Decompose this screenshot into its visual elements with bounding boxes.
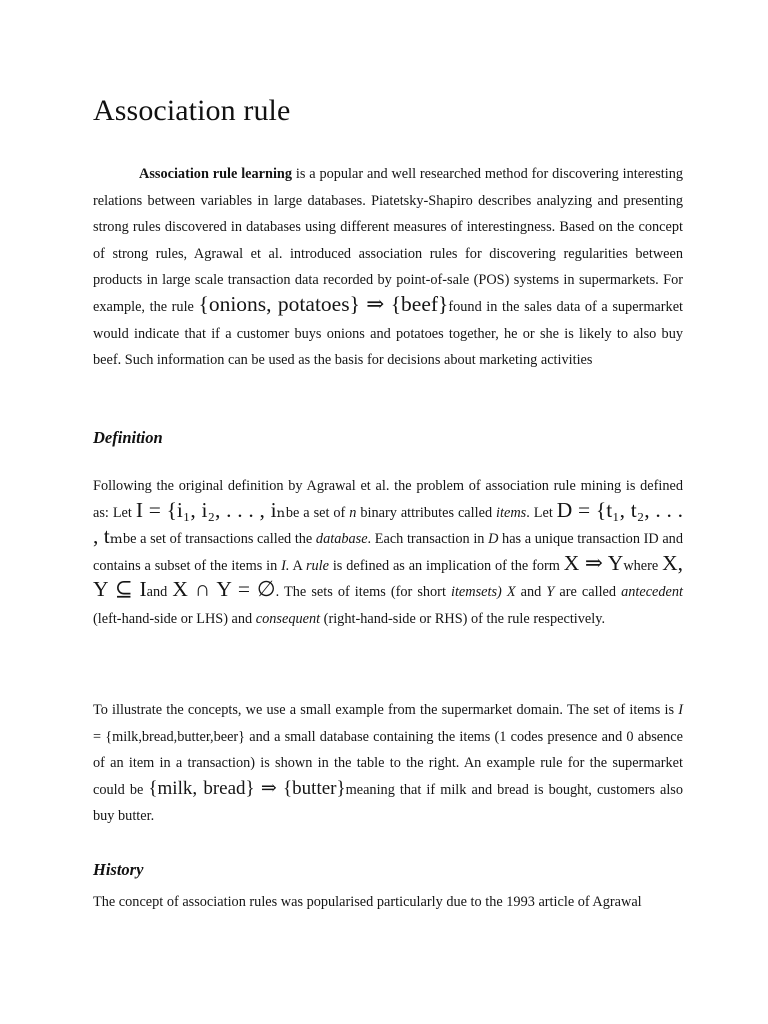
- definition-text: . Each transaction in: [367, 531, 489, 548]
- subset-formula: X, Y ⊆ I: [93, 550, 683, 602]
- definition-italic: X: [506, 584, 516, 601]
- definition-italic: Y: [546, 584, 555, 601]
- definition-text: be a set of transactions called the: [122, 531, 316, 548]
- history-paragraph: The concept of association rules was popularised particularly due to the 1993 article of Agrawal: [93, 894, 642, 910]
- definition-text: and: [515, 584, 547, 601]
- transactions-set-formula: D = {t₁, t₂, . . . , tₘ: [93, 497, 683, 549]
- definition-text: . Let: [526, 504, 557, 521]
- definition-text: A: [289, 557, 306, 574]
- example-text: meaning that if milk and bread is bought, customers also buy butter.: [93, 781, 684, 825]
- example-text: = {milk,bread,butter,beer} and a small database containing the items (1 codes presence and 0 absence of an item in a transaction) is shown in the table to the right. An example rule for the supermarket could be: [93, 728, 683, 798]
- example-text: To illustrate the concepts, we use a small example from the supermarket domain. The set of items is: [93, 702, 679, 718]
- definition-text: binary attributes called: [356, 504, 497, 521]
- intersection-formula: X ∩ Y = ∅: [172, 577, 276, 602]
- definition-italic: antecedent: [621, 584, 684, 601]
- definition-heading: Definition: [93, 428, 163, 447]
- page-title: Association rule: [93, 94, 291, 127]
- definition-text: (right-hand-side or RHS) of the rule respectively.: [320, 610, 606, 627]
- intro-text-continued: found in the sales data of a supermarket would indicate that if a customer buys onions and potatoes together, he or she is likely to also buy beef. Such information can be used as the basis for decisions about marketing activities: [93, 298, 684, 369]
- definition-italic: I.: [281, 557, 290, 574]
- definition-italic: itemsets): [450, 584, 502, 601]
- definition-text: . The sets of items (for short: [275, 584, 451, 601]
- definition-text: Following the original definition by Agrawal et al. the problem of association rule mining is defined as: Let: [93, 478, 683, 521]
- intro-text: is a popular and well researched method for discovering interesting relations between variables in large databases. Piatetsky-Shapiro describes analyzing and presenting strong rules discovered in databases using different measures of interestingness. Based on the concept of strong rules, Agrawal et al. introduced association rules for discovering regularities between products in large scale transaction data recorded by point-of-sale (POS) systems in supermarkets. For example, the rule: [93, 166, 683, 315]
- intro-paragraph: [93, 161, 683, 374]
- rule-formula: {onions, potatoes} ⇒ {beef}: [198, 291, 449, 316]
- definition-italic: n: [349, 504, 357, 521]
- definition-italic: rule: [305, 557, 329, 574]
- definition-italic: database: [315, 531, 368, 548]
- definition-italic: items: [496, 504, 527, 521]
- example-rule-formula: {milk, bread} ⇒ {butter}: [148, 777, 346, 799]
- definition-italic: consequent: [255, 610, 321, 627]
- definition-italic: D: [488, 531, 499, 548]
- example-italic: I: [678, 702, 683, 718]
- definition-text: (left-hand-side or LHS) and: [93, 610, 256, 627]
- definition-paragraph: [93, 473, 683, 633]
- items-set-formula: I = {i₁, i₂, . . . , iₙ: [135, 497, 286, 522]
- definition-text: and: [146, 584, 173, 601]
- definition-text: has a unique transaction ID and contains a subset of the items in: [93, 531, 683, 574]
- intro-bold-term: Association rule learning: [139, 166, 293, 182]
- example-paragraph: [93, 697, 683, 830]
- definition-text: is defined as an implication of the form: [328, 557, 564, 574]
- definition-text: are called: [554, 584, 622, 601]
- definition-text: where: [623, 557, 663, 574]
- implication-formula: X ⇒ Y: [563, 550, 624, 575]
- definition-text: be a set of: [285, 504, 350, 521]
- history-heading: History: [93, 860, 144, 879]
